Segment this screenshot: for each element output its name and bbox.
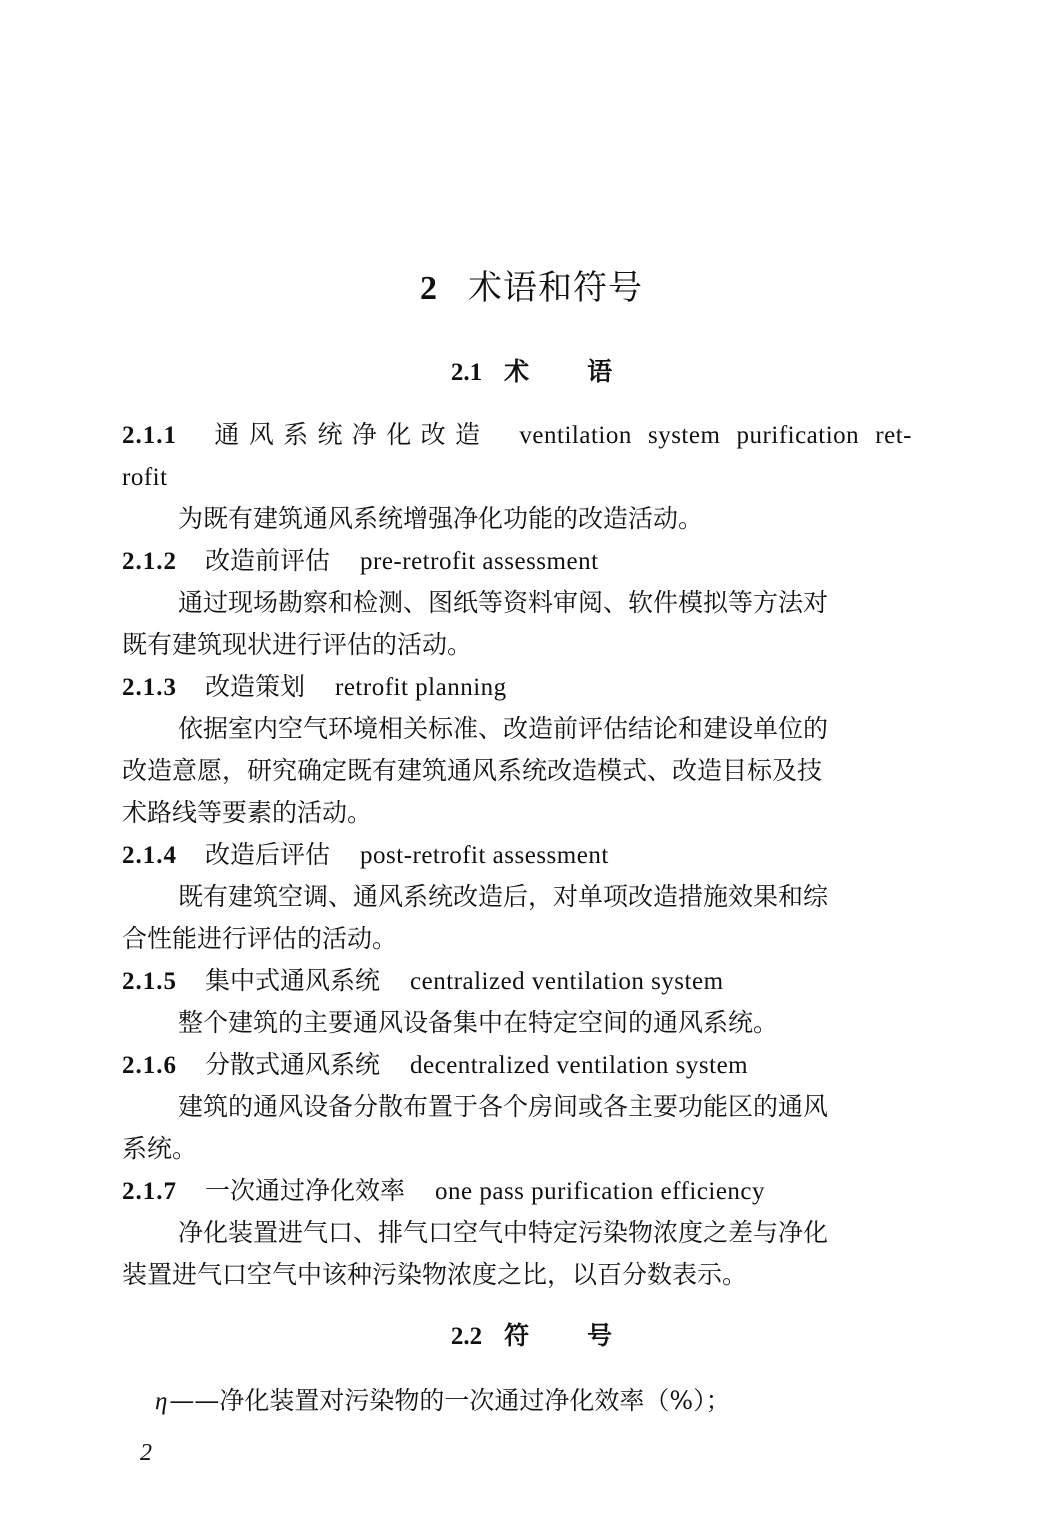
term-definition: 改造意愿，研究确定既有建筑通风系统改造模式、改造目标及技 xyxy=(122,756,823,785)
term-definition: 系统。 xyxy=(122,1134,198,1163)
term-heading xyxy=(122,834,912,877)
term-definition: 合性能进行评估的活动。 xyxy=(122,924,398,953)
term-heading xyxy=(122,1170,912,1213)
term-english: pre-retrofit assessment xyxy=(360,548,599,575)
term-heading xyxy=(122,960,912,1003)
term-definition: 净化装置进气口、排气口空气中特定污染物浓度之差与净化 xyxy=(178,1218,829,1247)
section-number: 2.1 xyxy=(450,359,483,386)
term-chinese: 集中式通风系统 xyxy=(205,966,381,995)
symbol-description: ——净化装置对污染物的一次通过净化效率（%）； xyxy=(169,1386,731,1415)
symbol-entry xyxy=(155,1380,731,1423)
term-number: 2.1.5 xyxy=(122,968,177,995)
term-english: post-retrofit assessment xyxy=(360,842,609,869)
term-english: retrofit planning xyxy=(335,674,507,701)
section-heading-terms xyxy=(0,352,1063,393)
term-chinese: 改造前评估 xyxy=(205,546,331,575)
term-chinese: 改造策划 xyxy=(205,672,306,701)
term-heading xyxy=(122,414,912,457)
term-number: 2.1.2 xyxy=(122,548,177,575)
term-chinese: 改造后评估 xyxy=(205,840,331,869)
term-definition: 建筑的通风设备分散布置于各个房间或各主要功能区的通风 xyxy=(178,1092,829,1121)
section-title-char: 号 xyxy=(587,1321,613,1350)
term-definition: 通过现场勘察和检测、图纸等资料审阅、软件模拟等方法对 xyxy=(178,588,829,617)
term-definition: 依据室内空气环境相关标准、改造前评估结论和建设单位的 xyxy=(178,714,829,743)
symbol-eta: η xyxy=(155,1388,168,1415)
chapter-title xyxy=(0,262,1063,315)
term-number: 2.1.4 xyxy=(122,842,177,869)
term-heading xyxy=(122,1044,912,1087)
term-heading xyxy=(122,666,912,709)
term-definition: 装置进气口空气中该种污染物浓度之比，以百分数表示。 xyxy=(122,1260,748,1289)
chapter-number: 2 xyxy=(420,270,438,307)
term-english-continuation xyxy=(122,456,912,499)
term-english: one pass purification efficiency xyxy=(435,1178,766,1205)
term-definition: 整个建筑的主要通风设备集中在特定空间的通风系统。 xyxy=(178,1008,779,1037)
term-english: rofit xyxy=(122,464,168,491)
chapter-title-text: 术语和符号 xyxy=(468,268,643,308)
term-number: 2.1.1 xyxy=(122,422,177,449)
page-number: 2 xyxy=(140,1440,152,1466)
term-number: 2.1.6 xyxy=(122,1052,177,1079)
term-english: centralized ventilation system xyxy=(410,968,724,995)
term-heading xyxy=(122,540,912,583)
term-english: ventilation system purification ret- xyxy=(519,422,912,449)
term-number: 2.1.7 xyxy=(122,1178,177,1205)
term-chinese: 分散式通风系统 xyxy=(205,1050,381,1079)
term-definition: 既有建筑空调、通风系统改造后，对单项改造措施效果和综 xyxy=(178,882,829,911)
section-heading-symbols xyxy=(0,1316,1063,1357)
term-definition: 既有建筑现状进行评估的活动。 xyxy=(122,630,473,659)
term-definition: 为既有建筑通风系统增强净化功能的改造活动。 xyxy=(178,504,704,533)
section-title-char: 符 xyxy=(504,1321,530,1350)
term-chinese: 一次通过净化效率 xyxy=(205,1176,406,1205)
section-title-char: 语 xyxy=(587,357,613,386)
section-title-char: 术 xyxy=(504,357,530,386)
section-number: 2.2 xyxy=(450,1323,483,1350)
term-chinese: 通风系统净化改造 xyxy=(205,420,490,449)
term-number: 2.1.3 xyxy=(122,674,177,701)
term-english: decentralized ventilation system xyxy=(410,1052,749,1079)
term-definition: 术路线等要素的活动。 xyxy=(122,798,373,827)
